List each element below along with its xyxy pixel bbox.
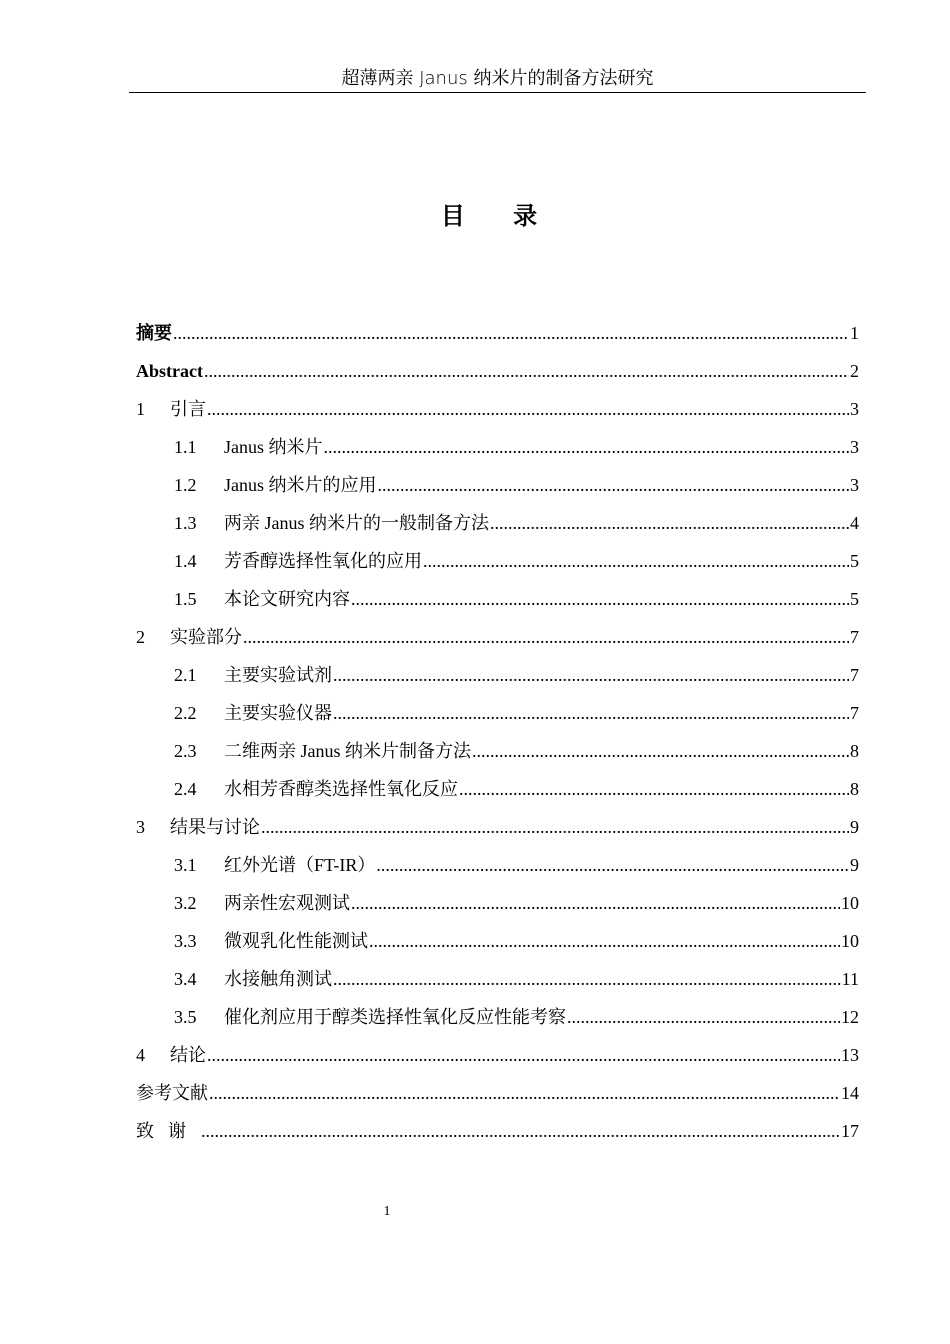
toc-entry-number: 1.3 <box>174 513 197 533</box>
toc-entry-label: 致谢 <box>136 1121 200 1141</box>
toc-entry-label: 二维两亲 Janus 纳米片制备方法 <box>224 741 471 761</box>
toc-dot-leader <box>261 808 849 846</box>
toc-entry-page: 3 <box>850 437 859 457</box>
toc-entry-number: 3.3 <box>174 931 197 951</box>
toc-entry-number: 3.1 <box>174 855 197 875</box>
toc-entry-page: 7 <box>850 627 859 647</box>
toc-entry[interactable] <box>136 694 859 732</box>
table-of-contents <box>136 314 859 1150</box>
toc-entry[interactable] <box>136 580 859 618</box>
toc-entry-number: 2.1 <box>174 665 197 685</box>
toc-entry-number: 2.4 <box>174 779 197 799</box>
toc-entry-label: Janus 纳米片 <box>224 437 323 457</box>
toc-entry-number: 1.5 <box>174 589 197 609</box>
toc-dot-leader <box>490 504 849 542</box>
toc-entry[interactable] <box>136 618 859 656</box>
toc-entry-number: 1.2 <box>174 475 197 495</box>
toc-dot-leader <box>423 542 849 580</box>
toc-title: 目 录 <box>440 202 558 230</box>
toc-entry-number: 2 <box>136 627 145 647</box>
toc-entry[interactable] <box>136 390 859 428</box>
toc-entry[interactable] <box>136 314 859 352</box>
toc-entry-page: 13 <box>841 1045 859 1065</box>
toc-entry-number: 3.5 <box>174 1007 197 1027</box>
toc-entry-page: 1 <box>850 323 859 343</box>
toc-entry-number: 2.2 <box>174 703 197 723</box>
toc-dot-leader <box>333 656 849 694</box>
page-number: 1 <box>383 1204 391 1219</box>
toc-dot-leader <box>201 1112 840 1150</box>
toc-entry-label: 本论文研究内容 <box>224 589 350 609</box>
toc-dot-leader <box>204 352 849 390</box>
toc-entry-number: 4 <box>136 1045 145 1065</box>
toc-entry[interactable] <box>136 846 859 884</box>
toc-entry[interactable] <box>136 352 859 390</box>
toc-entry-label: 引言 <box>170 399 206 419</box>
toc-entry-page: 3 <box>850 399 859 419</box>
toc-entry-number: 1.4 <box>174 551 197 571</box>
toc-entry-label: 参考文献 <box>136 1083 208 1103</box>
toc-dot-leader <box>173 314 849 352</box>
toc-entry[interactable] <box>136 884 859 922</box>
toc-entry-page: 14 <box>841 1083 859 1103</box>
toc-entry-page: 5 <box>850 589 859 609</box>
toc-entry[interactable] <box>136 1036 859 1074</box>
toc-entry-label: 结果与讨论 <box>170 817 260 837</box>
toc-entry-label: Janus 纳米片的应用 <box>224 475 377 495</box>
toc-dot-leader <box>207 390 849 428</box>
toc-entry[interactable] <box>136 922 859 960</box>
toc-entry[interactable] <box>136 1074 859 1112</box>
toc-entry-page: 11 <box>841 969 859 989</box>
toc-entry-page: 5 <box>850 551 859 571</box>
toc-entry[interactable] <box>136 998 859 1036</box>
toc-entry[interactable] <box>136 542 859 580</box>
toc-entry-page: 17 <box>841 1121 859 1141</box>
toc-entry-page: 10 <box>841 893 859 913</box>
toc-dot-leader <box>207 1036 840 1074</box>
toc-dot-leader <box>376 846 849 884</box>
toc-dot-leader <box>378 466 850 504</box>
toc-entry[interactable] <box>136 960 859 998</box>
toc-entry[interactable] <box>136 656 859 694</box>
toc-entry-page: 2 <box>850 361 859 381</box>
toc-entry-label: 结论 <box>170 1045 206 1065</box>
toc-entry-number: 3 <box>136 817 145 837</box>
toc-entry-page: 3 <box>850 475 859 495</box>
toc-entry-label: 主要实验试剂 <box>224 665 332 685</box>
toc-entry-label: Abstract <box>136 361 203 381</box>
running-header: 超薄两亲 Janus 纳米片的制备方法研究 <box>129 66 866 93</box>
toc-entry-page: 7 <box>850 665 859 685</box>
toc-dot-leader <box>472 732 849 770</box>
toc-entry-number: 3.4 <box>174 969 197 989</box>
toc-entry-label: 红外光谱（FT-IR） <box>224 855 376 875</box>
toc-entry-page: 9 <box>850 817 859 837</box>
toc-entry-number: 1.1 <box>174 437 197 457</box>
toc-entry-page: 7 <box>850 703 859 723</box>
toc-entry-label: 水相芳香醇类选择性氧化反应 <box>224 779 458 799</box>
toc-entry[interactable] <box>136 732 859 770</box>
toc-entry-number: 3.2 <box>174 893 197 913</box>
toc-entry-label: 催化剂应用于醇类选择性氧化反应性能考察 <box>224 1007 566 1027</box>
toc-entry-label: 微观乳化性能测试 <box>224 931 368 951</box>
toc-entry-label: 水接触角测试 <box>224 969 332 989</box>
toc-entry-page: 12 <box>841 1007 859 1027</box>
toc-dot-leader <box>369 922 840 960</box>
toc-entry-number: 1 <box>136 399 145 419</box>
toc-dot-leader <box>351 884 840 922</box>
toc-dot-leader <box>459 770 849 808</box>
toc-entry-label: 摘要 <box>136 323 172 343</box>
toc-entry-label: 芳香醇选择性氧化的应用 <box>224 551 422 571</box>
toc-entry[interactable] <box>136 466 859 504</box>
toc-entry[interactable] <box>136 808 859 846</box>
toc-dot-leader <box>333 694 849 732</box>
toc-entry-label: 主要实验仪器 <box>224 703 332 723</box>
toc-entry-label: 实验部分 <box>170 627 242 647</box>
toc-entry[interactable] <box>136 504 859 542</box>
toc-dot-leader <box>324 428 850 466</box>
toc-dot-leader <box>567 998 840 1036</box>
toc-entry-page: 10 <box>841 931 859 951</box>
toc-entry-label: 两亲性宏观测试 <box>224 893 350 913</box>
toc-entry[interactable] <box>136 770 859 808</box>
toc-entry-page: 4 <box>850 513 859 533</box>
toc-entry-label: 两亲 Janus 纳米片的一般制备方法 <box>224 513 489 533</box>
toc-entry[interactable] <box>136 1112 859 1150</box>
toc-entry[interactable] <box>136 428 859 466</box>
toc-dot-leader <box>333 960 841 998</box>
toc-entry-page: 8 <box>850 741 859 761</box>
toc-dot-leader <box>243 618 849 656</box>
toc-entry-page: 8 <box>850 779 859 799</box>
toc-entry-number: 2.3 <box>174 741 197 761</box>
toc-dot-leader <box>209 1074 840 1112</box>
toc-dot-leader <box>351 580 849 618</box>
toc-entry-page: 9 <box>850 855 859 875</box>
